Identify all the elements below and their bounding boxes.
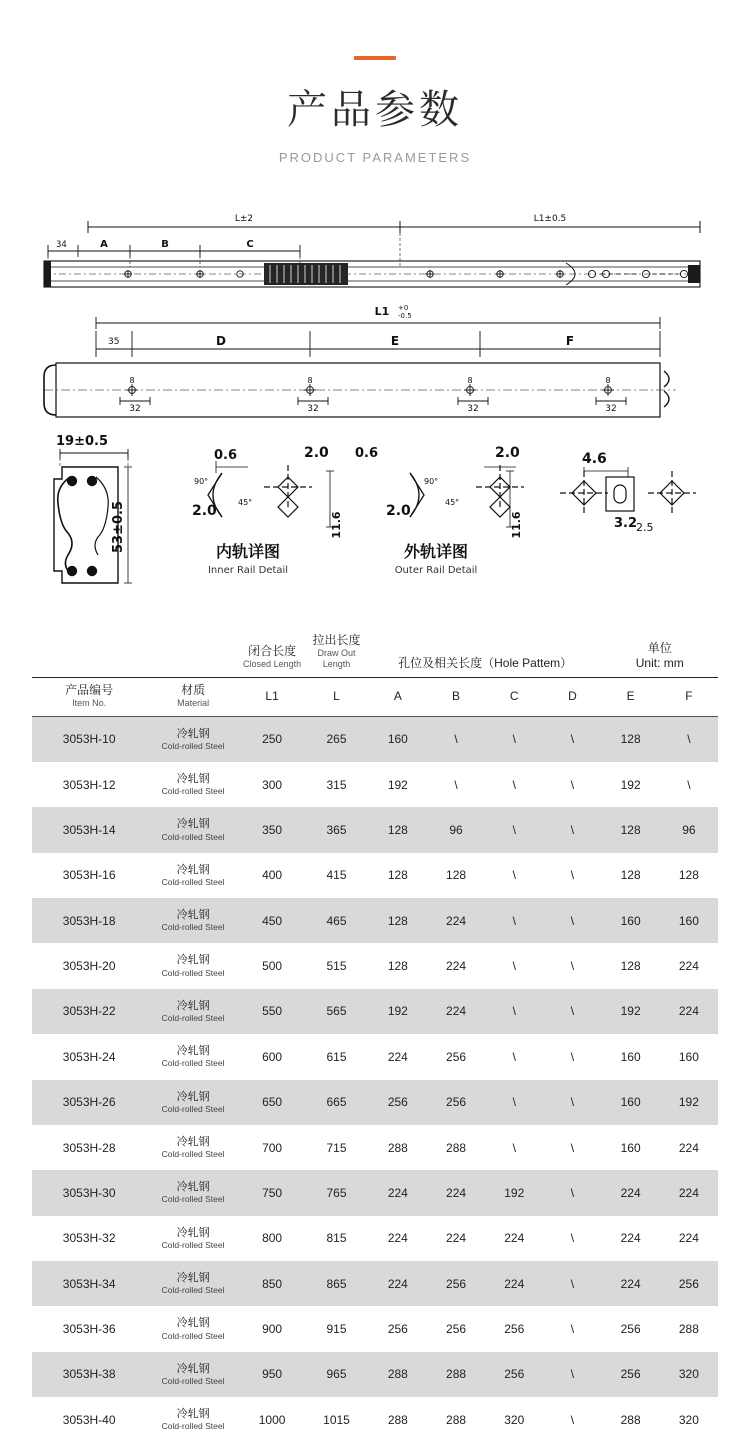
cell-b: 224 — [427, 898, 485, 943]
cell-f: 128 — [678, 868, 699, 883]
cell-a: 128 — [369, 898, 427, 943]
cell-d: \ — [570, 1140, 575, 1155]
detail-0-6: 0.6 — [214, 448, 238, 463]
cell-d: \ — [570, 868, 575, 883]
col-material-en: Material — [177, 697, 210, 708]
cell-e: 224 — [602, 1170, 660, 1215]
table-row — [32, 716, 718, 762]
cell-a: 288 — [387, 1412, 408, 1427]
cell-f: 224 — [678, 1231, 699, 1246]
cell-material-cn: 冷轧钢 — [176, 1271, 210, 1284]
cell-material-cn: 冷轧钢 — [176, 1090, 210, 1103]
cell-b: 128 — [446, 868, 467, 883]
cell-material-cn: 冷轧钢 — [176, 1407, 210, 1420]
cell-material-en: Cold-rolled Steel — [161, 1013, 225, 1024]
cell-b: 256 — [446, 1049, 467, 1064]
cell-e: 256 — [602, 1352, 660, 1397]
cell-material-cn: 冷轧钢 — [176, 1317, 210, 1330]
cell-item-no: 3053H-16 — [62, 868, 116, 883]
cell-material-en: Cold-rolled Steel — [161, 1058, 225, 1069]
cell-l: 715 — [326, 1140, 347, 1155]
group-closed-length — [240, 629, 304, 677]
dim-d: D — [216, 334, 226, 348]
cell-a: 224 — [387, 1049, 408, 1064]
cell-l: 765 — [304, 1170, 368, 1215]
cell-material-cn: 冷轧钢 — [176, 909, 210, 922]
cell-l: 1015 — [323, 1412, 350, 1427]
cell-l: 865 — [304, 1261, 368, 1306]
cell-material-en: Cold-rolled Steel — [161, 922, 225, 933]
cell-l1: 300 — [262, 777, 283, 792]
cell-item-no: 3053H-38 — [32, 1352, 146, 1397]
cell-l1: 700 — [262, 1140, 283, 1155]
cell-l: 315 — [326, 777, 347, 792]
col-item-no-cn: 产品编号 — [65, 682, 114, 697]
cell-c: \ — [485, 1080, 543, 1125]
cell-material — [146, 898, 240, 943]
dim-l1-sub: -0.5 — [398, 312, 412, 320]
cell-l1: 750 — [240, 1170, 304, 1215]
cell-item-no: 3053H-24 — [62, 1049, 116, 1064]
cell-item-no: 3053H-10 — [32, 716, 146, 762]
cell-f: 256 — [660, 1261, 718, 1306]
detail-4-6: 4.6 — [582, 451, 607, 467]
table-group-header-row — [32, 629, 718, 677]
table-head — [32, 629, 718, 716]
cell-l1: 550 — [240, 989, 304, 1034]
cell-l1: 850 — [240, 1261, 304, 1306]
cell-l: 815 — [326, 1231, 347, 1246]
cell-f: 160 — [678, 1049, 699, 1064]
page-header — [0, 0, 750, 165]
cell-item-no: 3053H-40 — [62, 1412, 116, 1427]
detail-2-0a: 2.0 — [192, 503, 217, 519]
cell-d: \ — [570, 959, 575, 974]
cell-l: 365 — [304, 807, 368, 852]
cell-a: 224 — [369, 1170, 427, 1215]
table-column-header-row — [32, 677, 718, 716]
cell-b: 256 — [446, 1321, 467, 1336]
cell-material — [146, 1034, 240, 1079]
cell-a: 128 — [387, 959, 408, 974]
dim-53: 53±0.5 — [111, 500, 126, 554]
cell-item-no: 3053H-22 — [32, 989, 146, 1034]
cell-l1: 650 — [240, 1080, 304, 1125]
dim-e: E — [390, 334, 400, 348]
angle-90a: 90° — [194, 477, 209, 486]
cell-e: 224 — [602, 1261, 660, 1306]
cell-material-en: Cold-rolled Steel — [161, 967, 225, 978]
cell-e: 256 — [620, 1321, 641, 1336]
cell-material-cn: 冷轧钢 — [176, 1362, 210, 1375]
table-row — [32, 1080, 718, 1125]
cell-f: 224 — [660, 1170, 718, 1215]
cell-material — [146, 716, 240, 762]
hole-dia-3: 8 — [467, 376, 473, 385]
cell-material-cn: 冷轧钢 — [176, 1135, 210, 1148]
cell-material — [146, 762, 240, 807]
cell-material-cn: 冷轧钢 — [176, 954, 210, 967]
cell-material — [146, 1216, 240, 1261]
cell-c: \ — [512, 959, 516, 974]
group-unit — [602, 629, 718, 677]
cell-d: \ — [570, 777, 575, 792]
cell-c: 256 — [485, 1352, 543, 1397]
cell-l: 265 — [304, 716, 368, 762]
cell-c: \ — [485, 898, 543, 943]
cell-e: 128 — [602, 716, 660, 762]
cell-material — [146, 807, 240, 852]
cell-material-cn: 冷轧钢 — [176, 1226, 210, 1239]
closed-length-cn: 闭合长度 — [248, 644, 297, 659]
group-spacer-2 — [146, 629, 240, 677]
cell-material-en: Cold-rolled Steel — [161, 1239, 225, 1250]
table-row — [32, 762, 718, 807]
cell-l1: 400 — [262, 868, 283, 883]
cell-a: 224 — [369, 1261, 427, 1306]
cell-material-en: Cold-rolled Steel — [161, 1421, 225, 1432]
table-row — [32, 898, 718, 943]
dim-f: F — [565, 334, 575, 348]
cell-f: 224 — [678, 959, 699, 974]
table-row — [32, 1261, 718, 1306]
cell-b: \ — [427, 716, 485, 762]
col-c: C — [485, 677, 543, 716]
cell-a: 256 — [387, 1321, 408, 1336]
cell-material-cn: 冷轧钢 — [176, 773, 210, 786]
cell-a: 128 — [369, 807, 427, 852]
cell-b: 224 — [427, 1170, 485, 1215]
cell-d: \ — [570, 1412, 575, 1427]
cell-b: 96 — [427, 807, 485, 852]
cell-l1: 350 — [240, 807, 304, 852]
detail-0-6b: 0.6 — [355, 446, 379, 461]
cell-l: 665 — [304, 1080, 368, 1125]
detail-2-00: 2.0 — [304, 445, 329, 461]
cell-b: 256 — [427, 1261, 485, 1306]
cell-b: 288 — [446, 1412, 467, 1427]
cell-item-no: 3053H-30 — [32, 1170, 146, 1215]
cell-e: 128 — [620, 868, 641, 883]
cell-item-no: 3053H-28 — [62, 1140, 116, 1155]
cell-c: 320 — [504, 1412, 525, 1427]
parameters-table — [32, 629, 718, 1442]
col-l1: L1 — [240, 677, 304, 716]
cell-c: \ — [485, 989, 543, 1034]
col-f: F — [660, 677, 718, 716]
cell-material-en: Cold-rolled Steel — [161, 831, 225, 842]
cell-material-en: Cold-rolled Steel — [161, 741, 225, 752]
detail-3-2: 3.2 — [614, 516, 638, 531]
cell-l1: 450 — [240, 898, 304, 943]
cell-e: 192 — [620, 777, 641, 792]
cell-c: 224 — [504, 1231, 525, 1246]
dim-a: A — [100, 239, 108, 250]
cell-material — [146, 1306, 240, 1351]
table-row — [32, 807, 718, 852]
cell-d: \ — [543, 1080, 601, 1125]
cell-material — [146, 1125, 240, 1170]
cell-material — [146, 943, 240, 988]
cell-b: 224 — [446, 959, 467, 974]
detail-2-0c: 2.0 — [495, 445, 520, 461]
col-material — [146, 677, 240, 716]
cell-d: \ — [543, 1352, 601, 1397]
cell-a: 160 — [369, 716, 427, 762]
dim-l1: L1±0.5 — [533, 214, 567, 224]
cell-e: 288 — [620, 1412, 641, 1427]
cell-a: 288 — [387, 1140, 408, 1155]
cell-b: 224 — [446, 1231, 467, 1246]
group-draw-out-length — [304, 629, 368, 677]
angle-45b: 45° — [445, 498, 460, 507]
cell-d: \ — [543, 716, 601, 762]
dim-l1-sup: +0 — [398, 304, 409, 312]
angle-45a: 45° — [238, 498, 253, 507]
cell-f: \ — [660, 716, 718, 762]
cell-material-en: Cold-rolled Steel — [161, 1285, 225, 1296]
hole-pattern-label: 孔位及相关长度（Hole Pattem） — [398, 655, 573, 670]
draw-out-length-cn: 拉出长度 — [312, 633, 361, 647]
cell-c: 256 — [504, 1321, 525, 1336]
table-row — [32, 1034, 718, 1079]
cell-item-no: 3053H-20 — [62, 959, 116, 974]
cell-e: 160 — [602, 1080, 660, 1125]
cell-f: 192 — [660, 1080, 718, 1125]
group-spacer-1 — [32, 629, 146, 677]
cell-d: \ — [543, 1261, 601, 1306]
cell-material-cn: 冷轧钢 — [176, 863, 210, 876]
table-row — [32, 1125, 718, 1170]
cell-material — [146, 1080, 240, 1125]
closed-length-en: Closed Length — [243, 659, 302, 670]
cell-c: 224 — [485, 1261, 543, 1306]
hole-dia-1: 8 — [129, 376, 135, 385]
angle-90b: 90° — [424, 477, 439, 486]
cell-d: \ — [570, 1231, 575, 1246]
cell-d: \ — [543, 807, 601, 852]
cell-l1: 950 — [240, 1352, 304, 1397]
pitch-32-4: 32 — [605, 404, 617, 414]
cell-material-en: Cold-rolled Steel — [161, 1103, 225, 1114]
cell-item-no: 3053H-18 — [32, 898, 146, 943]
outer-rail-title-en: Outer Rail Detail — [394, 565, 478, 576]
dim-b: B — [161, 239, 169, 250]
page-subtitle: PRODUCT PARAMETERS — [278, 150, 472, 165]
table-row — [32, 1306, 718, 1351]
cell-l1: 1000 — [258, 1412, 286, 1427]
cell-d: \ — [543, 989, 601, 1034]
cell-c: \ — [512, 777, 516, 792]
cell-material-cn: 冷轧钢 — [176, 818, 210, 831]
table-body — [32, 716, 718, 1442]
cell-material — [146, 1397, 240, 1442]
hole-dia-4: 8 — [605, 376, 611, 385]
cell-f: 96 — [660, 807, 718, 852]
cell-material-en: Cold-rolled Steel — [161, 1194, 225, 1205]
detail-2-0b: 2.0 — [386, 503, 411, 519]
cell-f: 320 — [678, 1412, 699, 1427]
cell-material — [146, 1352, 240, 1397]
cell-material — [146, 1170, 240, 1215]
cell-item-no: 3053H-36 — [62, 1321, 116, 1336]
table-row — [32, 1397, 718, 1442]
cell-item-no: 3053H-34 — [32, 1261, 146, 1306]
inner-rail-title-en: Inner Rail Detail — [207, 565, 289, 576]
cell-item-no: 3053H-12 — [62, 777, 116, 792]
cell-d: \ — [570, 1049, 575, 1064]
pitch-32-2: 32 — [307, 404, 319, 414]
unit-cn: 单位 — [647, 640, 672, 655]
cell-material-en: Cold-rolled Steel — [161, 1375, 225, 1386]
dim-19: 19±0.5 — [56, 434, 109, 449]
cell-l1: 500 — [262, 959, 283, 974]
cell-d: \ — [570, 1321, 575, 1336]
dim-l: L±2 — [234, 214, 254, 224]
cell-material-cn: 冷轧钢 — [176, 999, 210, 1012]
col-material-cn: 材质 — [181, 682, 206, 697]
table-row — [32, 1170, 718, 1215]
cell-c: 192 — [485, 1170, 543, 1215]
cell-a: 288 — [369, 1352, 427, 1397]
cell-f: 160 — [660, 898, 718, 943]
detail-11-6b: 11.6 — [510, 511, 523, 539]
cell-c: \ — [485, 807, 543, 852]
cell-l: 915 — [326, 1321, 347, 1336]
cell-a: 192 — [387, 777, 408, 792]
pitch-32-3: 32 — [467, 404, 479, 414]
technical-drawing — [0, 205, 750, 605]
cell-d: \ — [543, 898, 601, 943]
page-title: 产品参数 — [287, 88, 463, 132]
cell-f: 224 — [660, 989, 718, 1034]
cell-e: 128 — [602, 807, 660, 852]
group-hole-pattern — [369, 629, 602, 677]
cell-e: 192 — [602, 989, 660, 1034]
inner-rail-title-cn: 内轨详图 — [215, 542, 281, 561]
cell-e: 160 — [620, 1049, 641, 1064]
cell-l1: 800 — [262, 1231, 283, 1246]
pitch-32-1: 32 — [129, 404, 141, 414]
cell-b: 288 — [427, 1352, 485, 1397]
table-row — [32, 1352, 718, 1397]
dim-c: C — [246, 239, 254, 250]
draw-out-length-en: Draw Out Length — [317, 648, 356, 670]
cell-e: 160 — [620, 1140, 641, 1155]
table-row — [32, 989, 718, 1034]
cell-a: 256 — [369, 1080, 427, 1125]
detail-11-6a: 11.6 — [330, 511, 343, 539]
cell-l1: 900 — [262, 1321, 283, 1336]
cell-material-cn: 冷轧钢 — [176, 1045, 210, 1058]
cell-l: 565 — [304, 989, 368, 1034]
cell-l1: 600 — [262, 1049, 283, 1064]
cell-l: 415 — [326, 868, 347, 883]
cell-item-no: 3053H-32 — [62, 1231, 116, 1246]
cell-material-en: Cold-rolled Steel — [161, 1149, 225, 1160]
cell-c: \ — [512, 1140, 516, 1155]
col-l: L — [304, 677, 368, 716]
cell-b: 256 — [427, 1080, 485, 1125]
cell-e: 224 — [620, 1231, 641, 1246]
table-row — [32, 943, 718, 988]
dim-l1-2: L1 — [374, 305, 390, 318]
dim-35: 35 — [108, 337, 120, 347]
accent-rule — [354, 56, 396, 60]
cell-item-no: 3053H-26 — [32, 1080, 146, 1125]
outer-rail-title-cn: 外轨详图 — [403, 542, 469, 561]
cell-l: 615 — [326, 1049, 347, 1064]
cell-l: 965 — [304, 1352, 368, 1397]
cell-e: 160 — [602, 898, 660, 943]
col-d: D — [543, 677, 601, 716]
cell-material — [146, 853, 240, 898]
cell-b: \ — [454, 777, 458, 792]
cell-material-cn: 冷轧钢 — [176, 727, 210, 740]
col-e: E — [602, 677, 660, 716]
cell-a: 192 — [369, 989, 427, 1034]
cell-material-en: Cold-rolled Steel — [161, 1330, 225, 1341]
unit-en: Unit: mm — [635, 655, 684, 670]
cell-f: 288 — [678, 1321, 699, 1336]
cell-c: \ — [512, 1049, 516, 1064]
cell-f: 320 — [660, 1352, 718, 1397]
cell-l: 515 — [326, 959, 347, 974]
cell-e: 128 — [620, 959, 641, 974]
cell-c: \ — [485, 716, 543, 762]
dim-34: 34 — [56, 240, 67, 250]
drawing-svg — [0, 205, 750, 605]
cell-c: \ — [512, 868, 516, 883]
col-item-no-en: Item No. — [72, 697, 107, 708]
table-row — [32, 1216, 718, 1261]
col-b: B — [427, 677, 485, 716]
hole-dia-2: 8 — [307, 376, 313, 385]
col-item-no — [32, 677, 146, 716]
cell-material — [146, 1261, 240, 1306]
cell-f: \ — [687, 777, 691, 792]
parameters-table-wrap — [32, 629, 718, 1442]
cell-a: 224 — [387, 1231, 408, 1246]
cell-d: \ — [543, 1170, 601, 1215]
cell-b: 224 — [427, 989, 485, 1034]
cell-item-no: 3053H-14 — [32, 807, 146, 852]
detail-2-5: 2.5 — [636, 521, 654, 534]
table-row — [32, 853, 718, 898]
cell-b: 288 — [446, 1140, 467, 1155]
cell-l: 465 — [304, 898, 368, 943]
cell-l1: 250 — [240, 716, 304, 762]
cell-material-cn: 冷轧钢 — [176, 1181, 210, 1194]
cell-material-en: Cold-rolled Steel — [161, 877, 225, 888]
cell-material — [146, 989, 240, 1034]
cell-material-en: Cold-rolled Steel — [161, 786, 225, 797]
cell-f: 224 — [678, 1140, 699, 1155]
cell-a: 128 — [387, 868, 408, 883]
col-a: A — [369, 677, 427, 716]
